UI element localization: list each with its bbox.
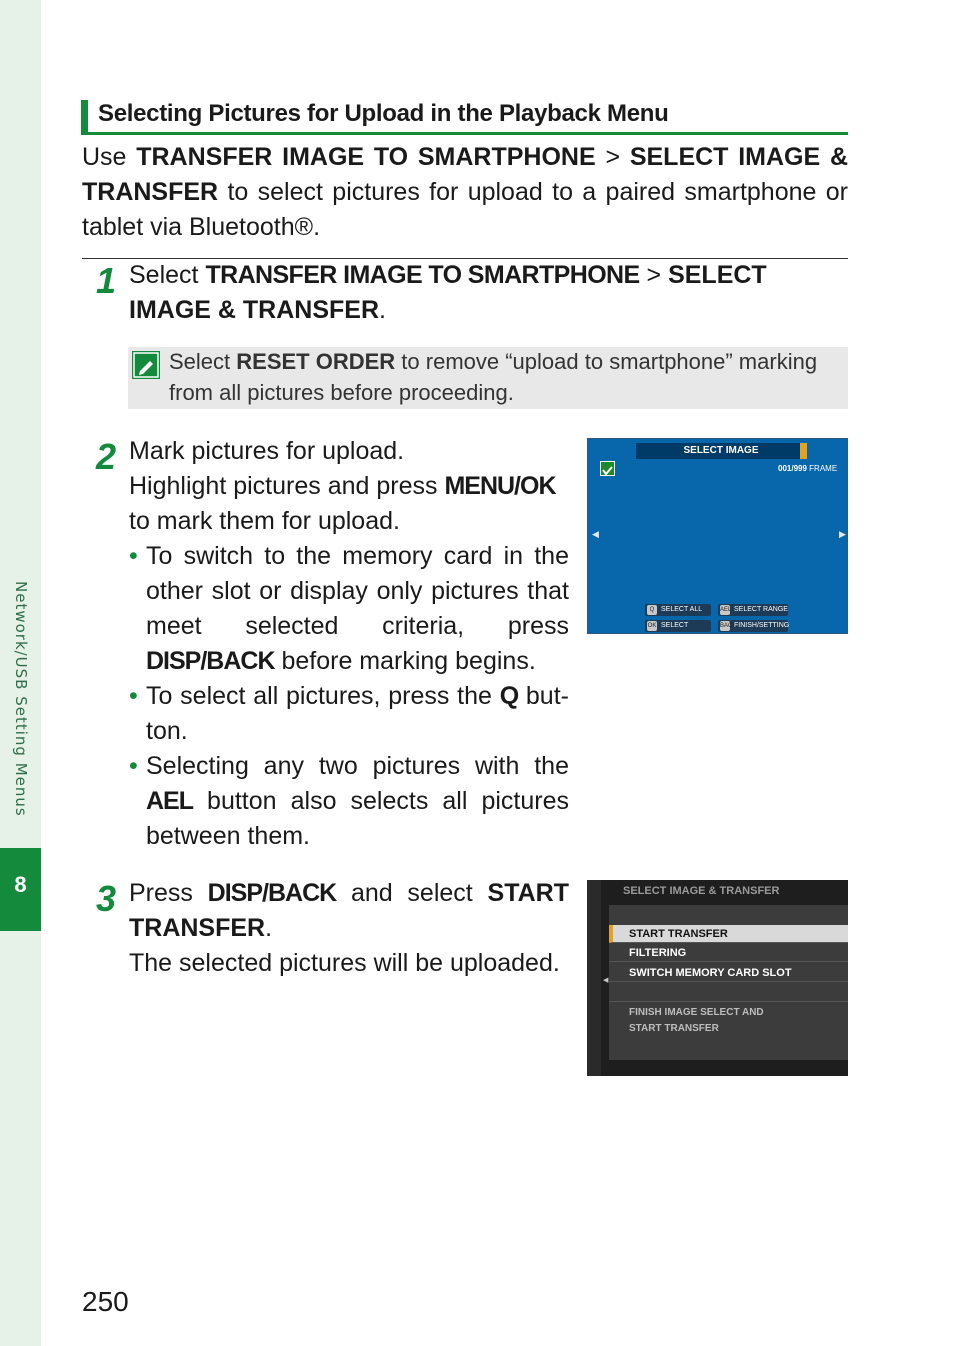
left-arrow-icon: ◀ <box>592 530 599 540</box>
chapter-number: 8 <box>14 872 27 897</box>
frame-counter: 001/999 FRAME <box>778 464 838 473</box>
bullet-icon: • <box>129 752 138 780</box>
ael-button-icon: AEL <box>720 607 732 613</box>
step-2-number: 2 <box>96 436 117 477</box>
menu-item-finish-select[interactable]: FINISH IMAGE SELECT AND START TRANSFER <box>629 1007 764 1034</box>
select-image-screen <box>587 438 848 634</box>
screen-title: SELECT IMAGE <box>636 443 806 459</box>
step-3-result: The selected pictures will be uploaded. <box>129 949 560 977</box>
finish-setting-key: BACKFINISH/SETTING <box>718 620 788 632</box>
intro-paragraph: Use TRANSFER IMAGE TO SMARTPHONE > SELECT IMAGE & TRANSFER to select pictures for upload to a paired smartphone or tablet via Bluetooth®. <box>82 143 848 241</box>
select-all-key: Q SELECT ALL <box>645 604 711 616</box>
menu-item-switch-card-slot[interactable]: SWITCH MEMORY CARD SLOT <box>609 964 848 982</box>
screen-left-bar <box>587 880 601 1076</box>
step-3-instruction: Press DISP/BACK and select START TRANSFER. <box>129 879 569 942</box>
section-heading <box>81 98 848 135</box>
back-button-icon: BACK <box>720 623 737 629</box>
step-3-number: 3 <box>96 878 117 919</box>
heading-text: Selecting Pictures for Upload in the Playback Menu <box>98 100 669 127</box>
note-text: Select RESET ORDER to remove “upload to smartphone” marking from all pictures before proceeding. <box>169 349 818 405</box>
menu-item-start-transfer[interactable]: START TRANSFER <box>609 925 848 943</box>
select-range-key: AEL SELECT RANGE <box>718 604 788 616</box>
bullet-item: • Selecting any two pictures with the AEL button also selects all pictures between them. <box>129 749 569 854</box>
step-2-title: Mark pictures for upload. <box>129 437 405 465</box>
bullet-icon: • <box>129 682 138 710</box>
step-3-text <box>129 876 569 981</box>
back-arrow-icon: ◀ <box>603 976 609 984</box>
checkbox-icon <box>600 461 615 476</box>
step-1-number: 1 <box>96 260 117 301</box>
step-2-text <box>129 434 569 854</box>
note-pencil-icon <box>132 351 160 379</box>
q-button-icon: Q <box>647 605 657 615</box>
bullet-icon: • <box>129 542 138 570</box>
bullet-item: • To select all pictures, press the Q button. <box>129 679 569 749</box>
step-2-instruction: Highlight pictures and press MENU/OK to mark them for upload. <box>129 472 556 535</box>
menu-spacer <box>609 983 848 1002</box>
screen-title: SELECT IMAGE & TRANSFER <box>623 885 780 897</box>
bullet-item: • To switch to the memory card in the other slot or display only pictures that meet selected criteria, press DISP/BACK before marking begins. <box>129 539 569 679</box>
step-1-text: Select TRANSFER IMAGE TO SMARTPHONE > SELECT IMAGE & TRANSFER. <box>129 261 767 324</box>
heading-accent-bar <box>81 100 88 132</box>
chapter-label: Network/USB Setting Menus <box>12 581 30 817</box>
note-box <box>128 347 848 409</box>
transfer-menu-screen <box>587 880 848 1076</box>
right-arrow-icon: ▶ <box>839 530 846 540</box>
select-key: OK SELECT <box>645 620 711 632</box>
page-number: 250 <box>82 1286 129 1317</box>
ok-button-icon: OK <box>647 623 657 629</box>
menu-item-filtering[interactable]: FILTERING <box>609 944 848 962</box>
title-marker <box>800 443 807 459</box>
